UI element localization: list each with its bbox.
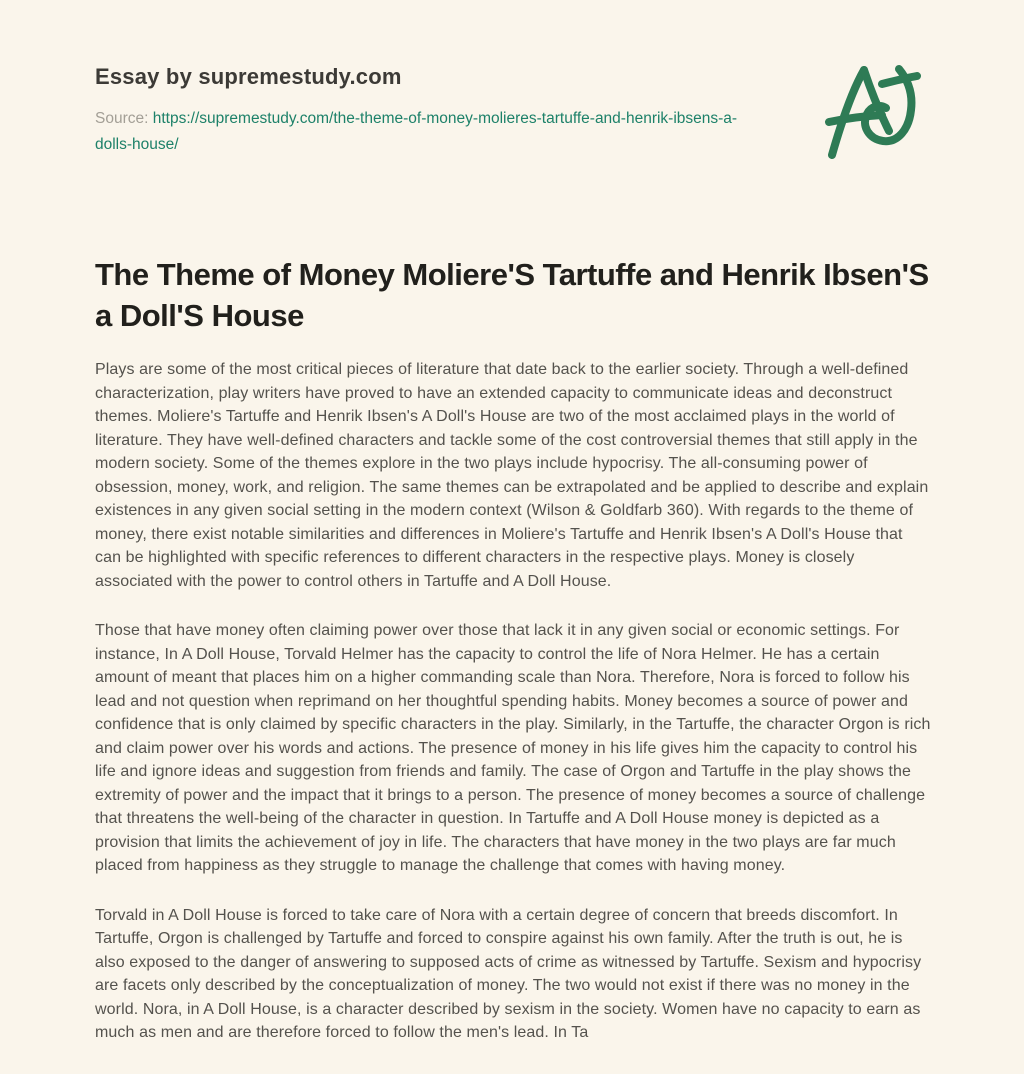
essay-paragraph-1: Plays are some of the most critical pieces of literature that date back to the earlier society. Through a well-defined characterization, play writers have proved to have an extended capacity to communicate ideas and deconstruct themes. Moliere's Tartuffe and Henrik Ibsen's A Doll's House are two of the most acclaimed plays in the world of literature. They have well-defined characters and tackle some of the cost controversial themes that still apply in the modern society. Some of the themes explore in the two plays include hypocrisy. The all-consuming power of obsession, money, work, and religion. The same themes can be extrapolated and be applied to describe and explain existences in any given social setting in the modern context (Wilson & Goldfarb 360). With regards to the theme of money, there exist notable similarities and differences in Moliere's Tartuffe and Henrik Ibsen's A Doll's House that can be highlighted with specific references to different characters in the respective plays. Money is closely associated with the power to control others in Tartuffe and A Doll House.	[95, 361, 929, 590]
page-header	[95, 64, 930, 158]
essay-paragraph-2: Those that have money often claiming power over those that lack it in any given social or economic settings. For instance, In A Doll House, Torvald Helmer has the capacity to control the life of Nora Helmer. He has a certain amount of meant that places him on a higher commanding scale than Nora. Therefore, Nora is forced to follow his lead and not question when reprimand on her thoughtful spending habits. Money becomes a source of power and confidence that is only claimed by specific characters in the play. Similarly, in the Tartuffe, the character Orgon is rich and claim power over his words and actions. The presence of money in his life gives him the capacity to control his life and ignore ideas and suggestion from friends and family. The case of Orgon and Tartuffe in the play shows the extremity of power and the impact that it brings to a person. The presence of money becomes a source of challenge that threatens the well-being of the character in question. In Tartuffe and A Doll House money is depicted as a provision that limits the achievement of joy in life. The characters that have money in the two plays are far much placed from happiness as they struggle to manage the challenge that comes with having money.	[95, 622, 931, 874]
page-title: Essay by supremestudy.com	[95, 64, 402, 89]
source-url-link[interactable]: https://supremestudy.com/the-theme-of-money-molieres-tartuffe-and-henrik-ibsens-a-dolls-house/	[95, 110, 738, 153]
source-label: Source:	[95, 110, 149, 127]
source-line	[95, 106, 755, 158]
a-plus-logo	[818, 62, 930, 166]
a-plus-icon	[818, 62, 930, 166]
essay-body	[95, 254, 930, 1045]
essay-title: The Theme of Money Moliere'S Tartuffe and Henrik Ibsen'S a Doll'S House	[95, 257, 929, 333]
essay-paragraph-3: Torvald in A Doll House is forced to take care of Nora with a certain degree of concern that breeds discomfort. In Tartuffe, Orgon is challenged by Tartuffe and forced to conspire against his own family. After the truth is out, he is also exposed to the danger of answering to supposed acts of crime as witnessed by Tartuffe. Sexism and hypocrisy are facets only described by the conceptualization of money. The two would not exist if there was no money in the world. Nora, in A Doll House, is a character described by sexism in the society. Women have no capacity to earn as much as men and are therefore forced to follow the men's lead. In Ta	[95, 906, 922, 1041]
